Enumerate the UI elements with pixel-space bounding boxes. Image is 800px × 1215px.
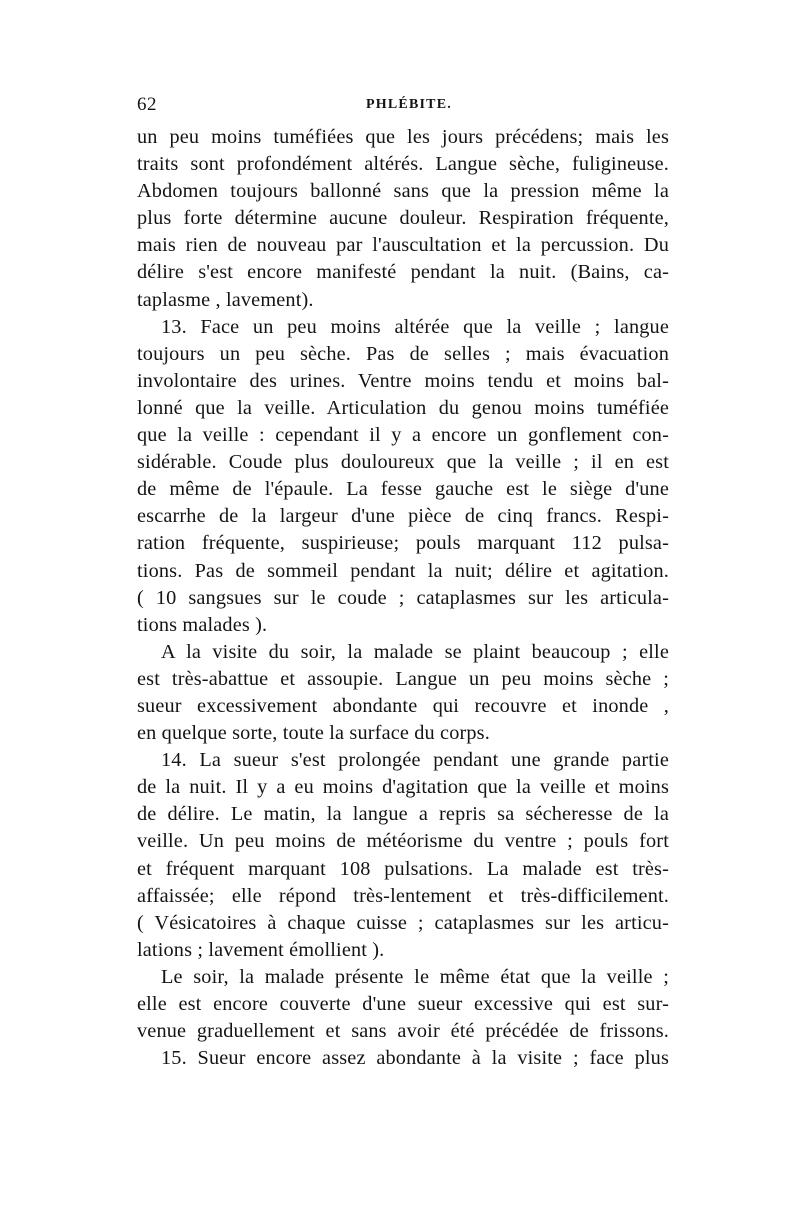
- text-line: affaissée; elle répond très-lentement et très-difficilement.: [137, 884, 669, 907]
- text-line: lonné que la veille. Articulation du genou moins tuméfiée: [137, 396, 669, 419]
- text-line: mais rien de nouveau par l'auscultation et la percussion. Du: [137, 234, 669, 257]
- page-header: [137, 94, 669, 118]
- text-line: Abdomen toujours ballonné sans que la pression même la: [137, 180, 669, 203]
- text-line: de délire. Le matin, la langue a repris sa sécheresse de la: [137, 803, 669, 826]
- page-number: 62: [137, 94, 157, 115]
- text-line: sidérable. Coude plus douloureux que la veille ; il en est: [137, 451, 669, 474]
- text-line: sueur excessivement abondante qui recouvre et inonde ,: [137, 694, 669, 717]
- text-line: délire s'est encore manifesté pendant la nuit. (Bains, ca-: [137, 261, 669, 284]
- text-line: ration fréquente, suspirieuse; pouls marquant 112 pulsa-: [137, 532, 669, 555]
- text-line: tions. Pas de sommeil pendant la nuit; délire et agitation.: [137, 559, 669, 582]
- text-line: lations ; lavement émollient ).: [137, 938, 385, 961]
- text-line: Le soir, la malade présente le même état que la veille ;: [161, 965, 669, 988]
- text-line: ( Vésicatoires à chaque cuisse ; cataplasmes sur les articu-: [137, 911, 669, 934]
- text-line: A la visite du soir, la malade se plaint beaucoup ; elle: [161, 640, 669, 663]
- text-line: de même de l'épaule. La fesse gauche est le siège d'une: [137, 478, 669, 501]
- text-line: tions malades ).: [137, 613, 268, 636]
- text-line: toujours un peu sèche. Pas de selles ; mais évacuation: [137, 342, 669, 365]
- text-line: 13. Face un peu moins altérée que la veille ; langue: [161, 315, 669, 338]
- text-line: venue graduellement et sans avoir été précédée de frissons.: [137, 1020, 669, 1043]
- text-line: un peu moins tuméfiées que les jours précédens; mais les: [137, 126, 669, 148]
- running-title: PHLÉBITE.: [366, 97, 452, 112]
- text-line: elle est encore couverte d'une sueur excessive qui est sur-: [137, 993, 669, 1015]
- text-line: est très-abattue et assoupie. Langue un peu moins sèche ;: [137, 667, 669, 690]
- text-line: que la veille : cependant il y a encore un gonflement con-: [137, 424, 669, 447]
- text-line: traits sont profondément altérés. Langue sèche, fuligineuse.: [137, 153, 669, 176]
- text-line: taplasme , lavement).: [137, 288, 314, 311]
- text-line: 15. Sueur encore assez abondante à la visite ; face plus: [161, 1047, 669, 1070]
- text-line: involontaire des urines. Ventre moins tendu et moins bal-: [137, 369, 669, 392]
- text-line: 14. La sueur s'est prolongée pendant une grande partie: [161, 749, 669, 772]
- text-line: veille. Un peu moins de météorisme du ventre ; pouls fort: [137, 830, 669, 853]
- text-line: ( 10 sangsues sur le coude ; cataplasmes sur les articula-: [137, 586, 669, 609]
- text-line: escarrhe de la largeur d'une pièce de cinq francs. Respi-: [137, 505, 669, 528]
- text-line: de la nuit. Il y a eu moins d'agitation que la veille et moins: [137, 776, 669, 799]
- text-line: en quelque sorte, toute la surface du corps.: [137, 722, 490, 745]
- text-line: et fréquent marquant 108 pulsations. La malade est très-: [137, 857, 669, 880]
- text-line: plus forte détermine aucune douleur. Respiration fréquente,: [137, 207, 669, 230]
- body-text: [137, 124, 669, 1072]
